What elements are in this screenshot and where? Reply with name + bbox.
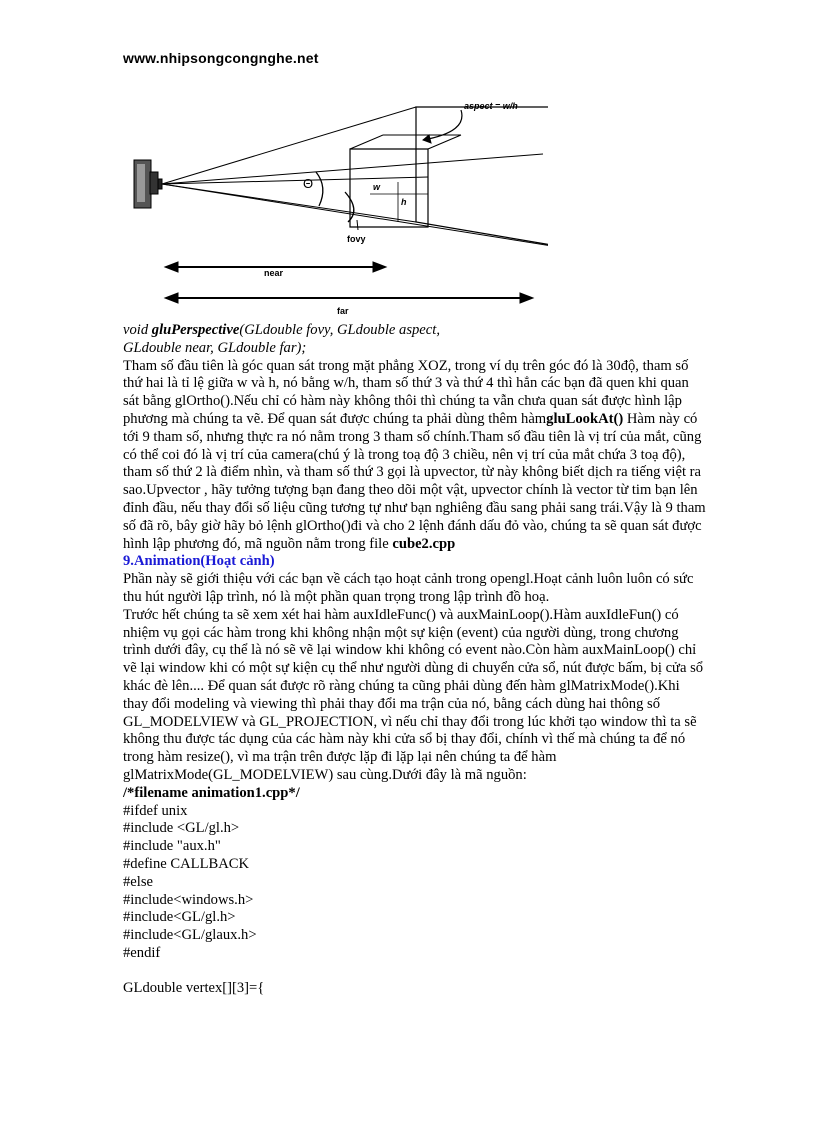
code-listing — [123, 785, 708, 999]
paragraph-explanation: Trước hết chúng ta sẽ xem xét hai hàm auxIdleFunc() và auxMainLoop().Hàm auxIdleFun() có nhiệm vụ gọi các hàm trong khi không nhận một sự kiện (event) của người dùng, trong chương trình dưới đây, cụ thể là nó sẽ vẽ lại window khi không có event nào.Còn hàm auxMainLoop() chỉ vẽ lại window khi có một sự kiện cụ thể như người dùng di chuyển cửa sổ, nút được bấm, bị cửa sổ khác đè lên.... Để quan sát được rõ ràng chúng ta cũng phải dùng đến hàm glMatrixMode().Khi thay đổi modeling và viewing thì phải thay đổi ma trận của nó, bằng cách dùng hai thông số GL_MODELVIEW và GL_PROJECTION, vì nếu chỉ thay đổi trong lúc khởi tạo window thì ta sẽ không thu được tác dụng của các hàm này khi cửa sổ bị thay đổi, chính vì thế mà chúng ta để nó trong hàm resize(), vì ma trận trên được lặp đi lặp lại nên chúng ta để hàm glMatrixMode(GL_MODELVIEW) sau cùng.Dưới đây là mã nguồn: — [123, 606, 704, 783]
code-line: #ifdef unix — [123, 802, 188, 819]
perspective-diagram — [123, 92, 548, 320]
code-line: GLdouble vertex[][3]={ — [123, 980, 265, 997]
theta-label: Θ — [303, 176, 314, 191]
site-url: www.nhipsongcongnghe.net — [123, 50, 319, 66]
section-heading: 9.Animation(Hoạt cảnh) — [123, 553, 275, 570]
code-line: #define CALLBACK — [123, 855, 250, 872]
near-label: near — [264, 268, 284, 278]
code-line: #include <GL/gl.h> — [123, 820, 240, 837]
function-signature-line2: GLdouble near, GLdouble far); — [123, 339, 307, 356]
code-line: #include<GL/glaux.h> — [123, 927, 257, 944]
code-filename: /*filename animation1.cpp*/ — [123, 784, 300, 801]
paragraph-perspective: Tham số đầu tiên là góc quan sát trong mặt phẳng XOZ, trong ví dụ trên góc đó là 30độ, tham số thứ hai là tỉ lệ giữa w và h, nó bằng w/h, tham số thứ 3 và thứ 4 thì hẳn các bạn đã quen khi quan sát bằng glOrtho().Nếu chỉ có hàm này không thôi thì chúng ta vẫn chưa quan sát được hình lập phương mà chúng ta vẽ. Để quan sát được chúng ta phải dùng thêm hàmgluLookAt() Hàm này có tới 9 tham số, nhưng thực ra nó nằm trong 3 tham số chính.Tham số đầu tiên là vị trí của mắt, cũng có thể coi đó là vị trí của camera(chú ý là trong toạ độ 3 chiều, nên vị trí của mắt chứa 3 toạ độ), tham số thứ 2 là điểm nhìn, và tham số thứ 3 gọi là upvector, từ này không biết dịch ra tiếng việt ra sao.Upvector , hãy tưởng tượng bạn đang theo dõi một vật, upvector chính là vector từ tim bạn lên đỉnh đầu, nếu thay đổi số liệu cũng tương tự như bạn nghiêng đầu sang phải sang trái.Vậy là 9 tham số đã rõ, bây giờ hãy bỏ lệnh glOrtho()đi và cho 2 lệnh đánh dấu đỏ vào, chúng ta sẽ quan sát được hình lập phương đó, mã nguồn nằm trong file cube2.cpp — [123, 357, 706, 552]
fovy-label: fovy — [347, 234, 366, 244]
code-line: #include "aux.h" — [123, 838, 221, 855]
function-signature: void gluPerspective(GLdouble fovy, GLdouble aspect, — [123, 322, 440, 338]
camera-icon — [134, 160, 162, 208]
aspect-label: aspect = w/h — [464, 101, 518, 111]
document-body — [123, 322, 708, 998]
w-label: w — [373, 182, 381, 192]
far-label: far — [337, 306, 349, 316]
code-line: #include<windows.h> — [123, 891, 254, 908]
paragraph-intro: Phần này sẽ giới thiệu với các bạn về cách tạo hoạt cảnh trong opengl.Hoạt cảnh luôn luôn có sức thu hút người lập trình, nó là một phần quan trọng trong lập trình đồ hoạ. — [123, 571, 694, 605]
code-line: #else — [123, 873, 153, 890]
h-label: h — [401, 197, 407, 207]
code-line: #endif — [123, 944, 161, 961]
code-line: #include<GL/gl.h> — [123, 909, 236, 926]
